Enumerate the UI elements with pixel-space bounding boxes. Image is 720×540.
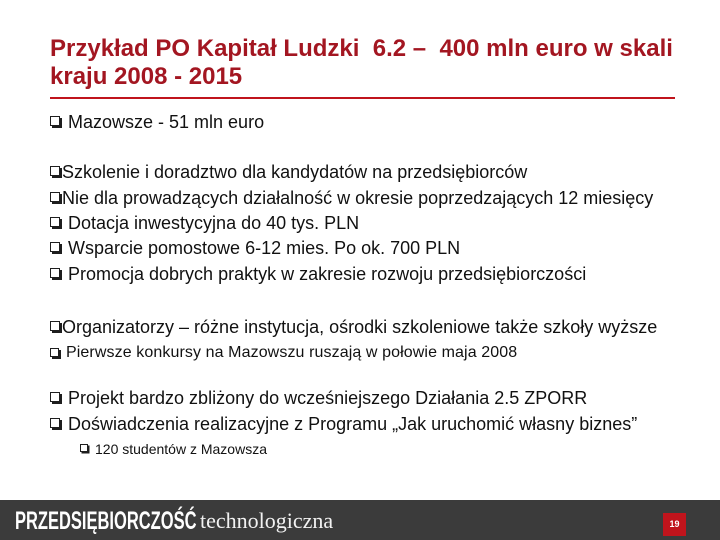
bullet-text: Organizatorzy – różne instytucja, ośrodki szkoleniowe także szkoły wyższe	[62, 317, 658, 337]
bullet-item-wsparcie	[50, 237, 460, 259]
bullet-item-mazowsze	[50, 111, 264, 133]
bullet-text: Pierwsze konkursy na Mazowszu ruszają w połowie maja 2008	[66, 344, 518, 361]
square-bullet-icon	[50, 418, 60, 428]
bullet-item-dotacja	[50, 212, 359, 234]
bullet-text: Projekt bardzo zbliżony do wcześniejszego Działania 2.5 ZPORR	[68, 388, 588, 408]
square-bullet-icon	[50, 192, 60, 202]
bullet-text: Szkolenie i doradztwo dla kandydatów na przedsiębiorców	[62, 162, 528, 182]
bullet-item-pierwsze-konkursy	[50, 343, 517, 363]
bullet-text: Dotacja inwestycyjna do 40 tys. PLN	[68, 213, 360, 233]
slide-title-line-2: kraju 2008 - 2015	[50, 63, 243, 90]
square-bullet-icon	[50, 217, 60, 227]
title-divider	[50, 97, 675, 99]
footer-brand-main: PRZEDSIĘBIORCZOŚĆ	[15, 507, 197, 535]
sub-bullet-item-studenci	[80, 440, 267, 458]
bullet-item-organizatorzy	[50, 316, 657, 338]
bullet-item-projekt	[50, 387, 587, 409]
square-bullet-icon	[50, 242, 60, 252]
bullet-item-doswiadczenia	[50, 413, 637, 435]
bullet-text: Nie dla prowadzących działalność w okresie poprzedzających 12 miesięcy	[62, 188, 654, 208]
bullet-item-szkolenie	[50, 161, 527, 183]
square-bullet-icon	[50, 321, 60, 331]
bullet-item-promocja	[50, 263, 586, 285]
square-bullet-icon	[50, 268, 60, 278]
bullet-item-nie-dla	[50, 187, 653, 209]
square-bullet-icon	[50, 392, 60, 402]
slide-title-line-1: Przykład PO Kapitał Ludzki 6.2 – 400 mln euro w skali	[50, 35, 673, 62]
square-bullet-icon	[50, 348, 59, 357]
bullet-text: Promocja dobrych praktyk w zakresie rozwoju przedsiębiorczości	[68, 264, 587, 284]
square-bullet-icon	[80, 444, 88, 452]
square-bullet-icon	[50, 166, 60, 176]
bullet-text: Mazowsze - 51 mln euro	[68, 112, 265, 132]
square-bullet-icon	[50, 116, 60, 126]
bullet-text: 120 studentów z Mazowsza	[95, 441, 267, 457]
bullet-text: Doświadczenia realizacyjne z Programu „Jak uruchomić własny biznes”	[68, 414, 638, 434]
bullet-text: Wsparcie pomostowe 6-12 mies. Po ok. 700 PLN	[68, 238, 461, 258]
footer-brand-sub: technologiczna	[200, 508, 334, 533]
page-number-badge: 19	[663, 513, 686, 536]
